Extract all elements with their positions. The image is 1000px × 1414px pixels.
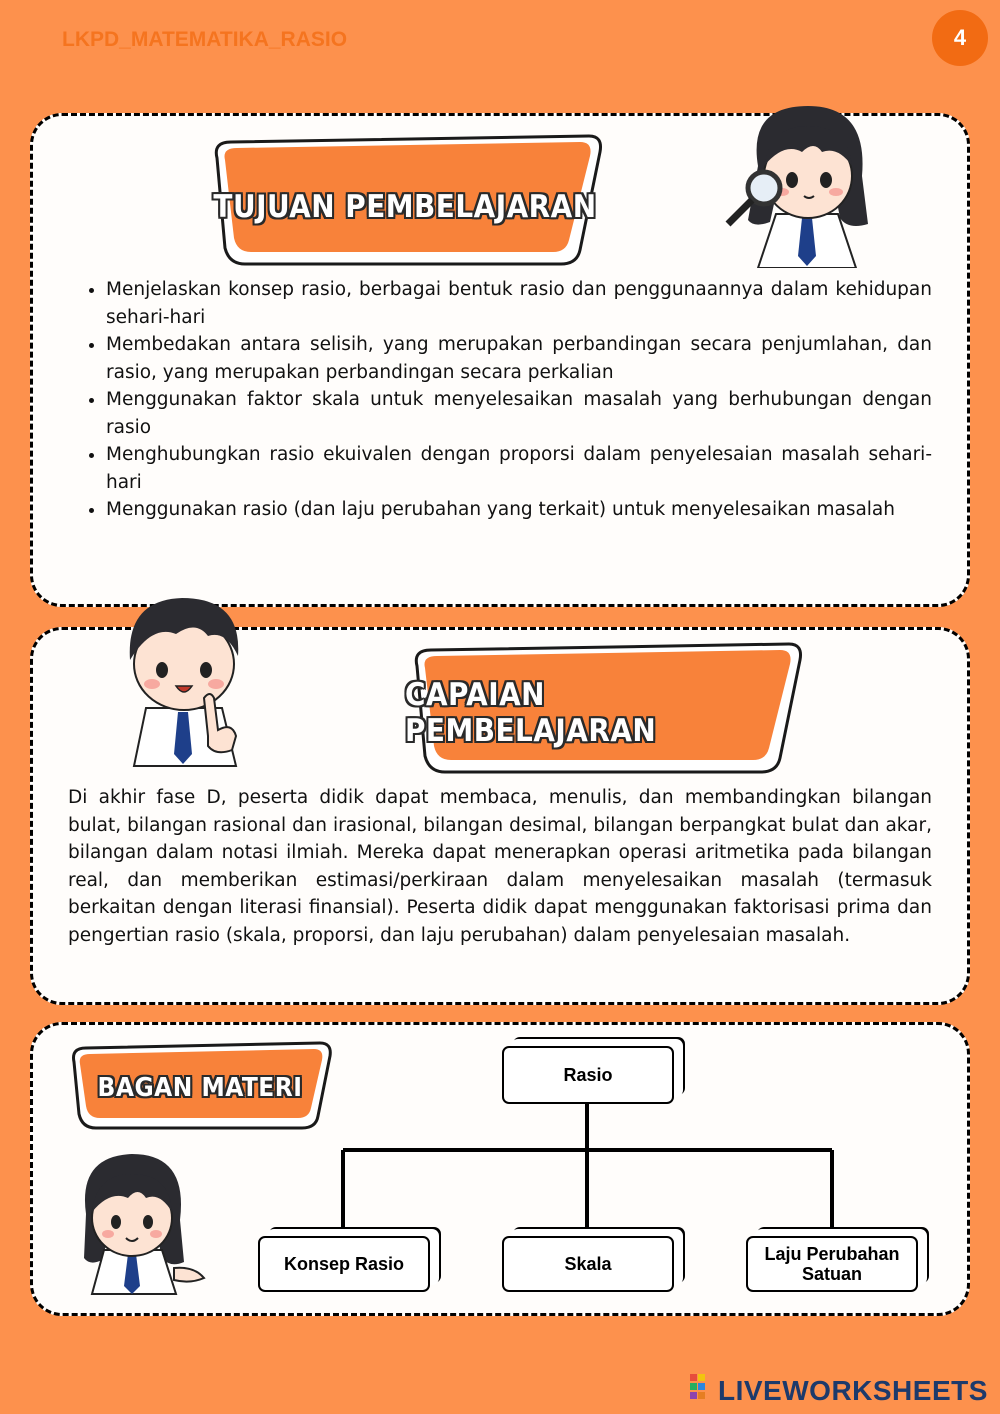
node-konsep-rasio: Konsep Rasio xyxy=(258,1236,430,1292)
list-item: • Menggunakan rasio (dan laju perubahan yang terkait) untuk menyelesaikan masalah xyxy=(106,496,932,524)
node-root: Rasio xyxy=(502,1046,674,1104)
capaian-heading: CAPAIAN PEMBELAJARAN xyxy=(405,677,657,749)
list-item: • Menjelaskan konsep rasio, berbagai bentuk rasio dan penggunaannya dalam kehidupan sehari-hari xyxy=(106,276,932,331)
page-number-badge: 4 xyxy=(932,10,988,66)
liveworksheets-logo-text: LIVEWORKSHEETS xyxy=(718,1374,988,1406)
document-title: LKPD_MATEMATIKA_RASIO xyxy=(62,28,348,51)
list-item: • Menghubungkan rasio ekuivalen dengan proporsi dalam penyelesaian masalah sehari-hari xyxy=(106,441,932,496)
tujuan-heading: TUJUAN PEMBELAJARAN xyxy=(213,189,597,225)
bagan-heading: BAGAN MATERI xyxy=(97,1073,303,1103)
node-laju-perubahan-satuan: Laju Perubahan Satuan xyxy=(746,1236,918,1292)
liveworksheets-logo xyxy=(690,1374,988,1407)
liveworksheets-logo-icon xyxy=(690,1374,714,1407)
list-item: • Membedakan antara selisih, yang merupakan perbandingan secara penjumlahan, dan rasio, yang merupakan perbandingan secara perkalian xyxy=(106,331,932,386)
capaian-paragraph: Di akhir fase D, peserta didik dapat membaca, menulis, dan membandingkan bilangan bulat, bilangan rasional dan irasional, bilangan desimal, bilangan berpangkat bulat dan akar, bilangan dalam notasi ilmiah. Mereka dapat menerapkan operasi aritmetika pada bilangan real, dan memberikan estimasi/perkiraan dalam menyelesaikan masalah (termasuk berkaitan dengan literasi finansial). Peserta didik dapat menggunakan faktorisasi prima dan pengertian rasio (skala, proporsi, dan laju perubahan) dalam penyelesaian masalah. xyxy=(68,787,932,946)
list-item: • Menggunakan faktor skala untuk menyelesaikan masalah yang berhubungan dengan rasio xyxy=(106,386,932,441)
node-skala: Skala xyxy=(502,1236,674,1292)
